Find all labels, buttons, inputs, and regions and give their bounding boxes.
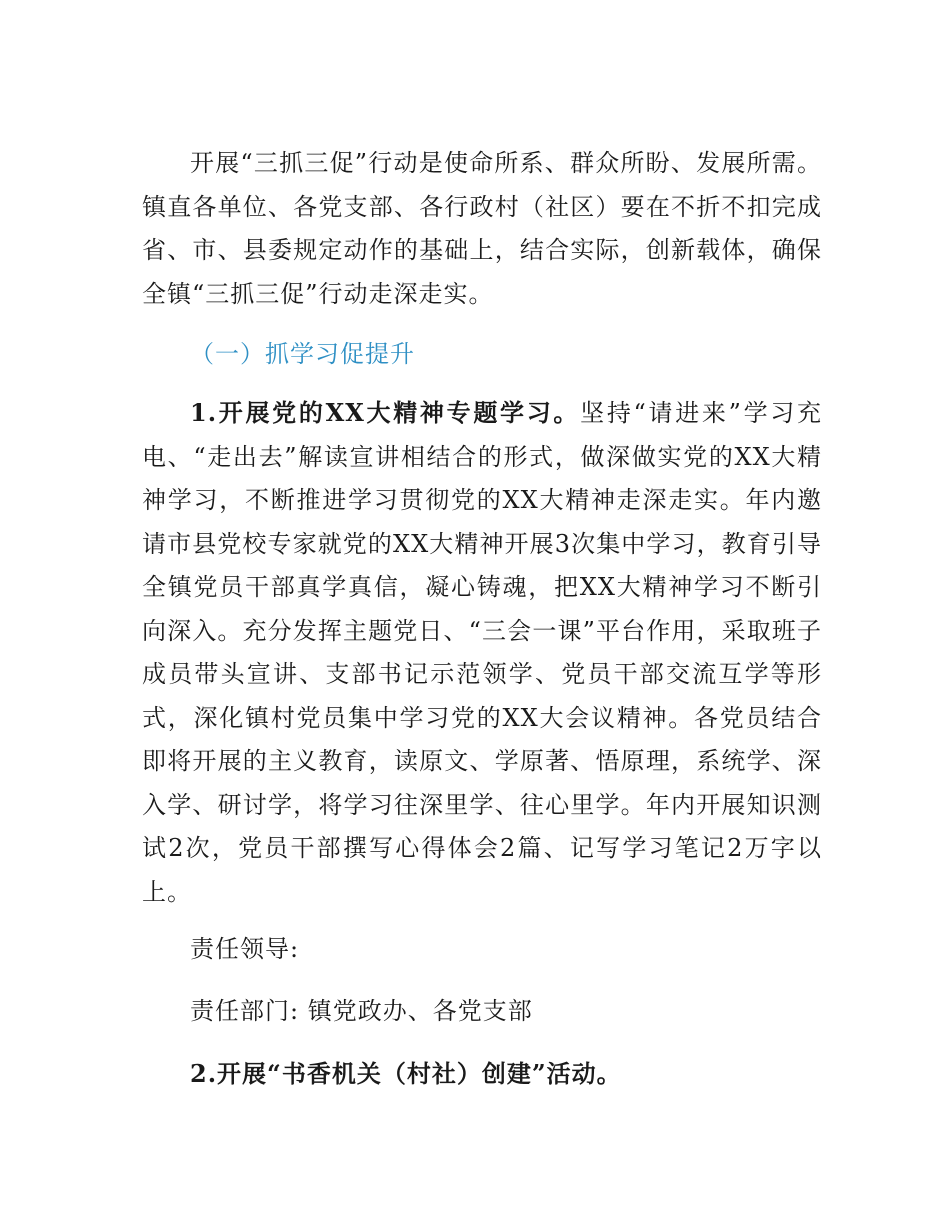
intro-paragraph: 开展“三抓三促”行动是使命所系、群众所盼、发展所需。镇直各单位、各党支部、各行政村（社区）要在不折不扣完成省、市、县委规定动作的基础上，结合实际，创新载体，确保全镇“三抓三促”行动走深走实。 [142, 149, 822, 308]
responsible-department-line: 责任部门: 镇党政办、各党支部 [190, 997, 533, 1025]
section-heading: （一）抓学习促提升 [190, 340, 415, 368]
item2-title: 2.开展“书香机关（村社）创建”活动。 [190, 1059, 622, 1088]
responsible-leader-line: 责任领导: [190, 935, 300, 963]
item1-body: 坚持“请进来”学习充电、“走出去”解读宣讲相结合的形式，做深做实党的XX大精神学习，不断推进学习贯彻党的XX大精神走深走实。年内邀请市县党校专家就党的XX大精神开展3次集中学习，教育引导全镇党员干部真学真信，凝心铸魂，把XX大精神学习不断引向深入。充分发挥主题党日、“三会一课”平台作用，采取班子成员带头宣讲、支部书记示范领学、党员干部交流互学等形式，深化镇村党员集中学习党的XX大会议精神。各党员结合即将开展的主义教育，读原文、学原著、悟原理，系统学、深入学、研讨学，将学习往深里学、往心里学。年内开展知识测试2次，党员干部撰写心得体会2篇、记写学习笔记2万字以上。 [142, 399, 823, 906]
item1-title: 1.开展党的XX大精神专题学习。 [190, 398, 581, 427]
item1-paragraph [142, 391, 822, 914]
